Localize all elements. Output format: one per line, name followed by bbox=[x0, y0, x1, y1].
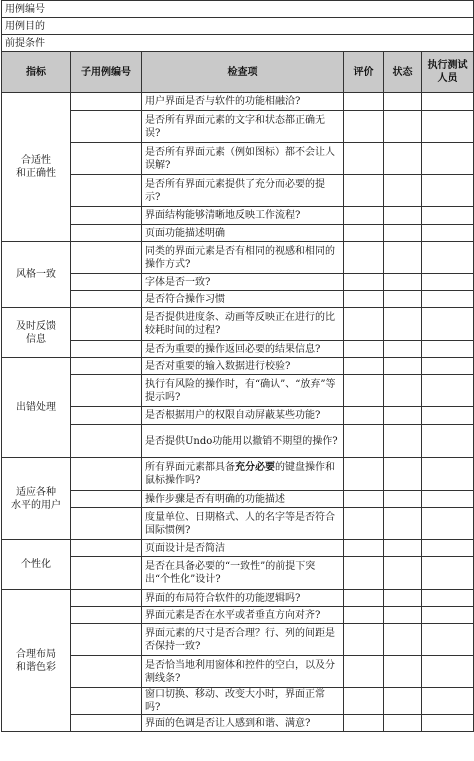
indicator-cell: 合适性 和正确性 bbox=[2, 93, 71, 242]
tester-cell[interactable] bbox=[422, 291, 474, 308]
tester-cell[interactable] bbox=[422, 375, 474, 407]
tester-cell[interactable] bbox=[422, 93, 474, 111]
evaluation-cell[interactable] bbox=[344, 407, 384, 425]
check-item-cell: 度量单位、日期格式、人的名字等是否符合国际惯例? bbox=[142, 508, 344, 540]
tester-cell[interactable] bbox=[422, 242, 474, 274]
tester-cell[interactable] bbox=[422, 491, 474, 508]
evaluation-cell[interactable] bbox=[344, 242, 384, 274]
tester-cell[interactable] bbox=[422, 508, 474, 540]
table-row bbox=[2, 491, 474, 508]
tester-cell[interactable] bbox=[422, 175, 474, 207]
subcase-id-cell[interactable] bbox=[71, 93, 142, 111]
check-item-cell: 界面的布局符合软件的功能逻辑吗? bbox=[142, 590, 344, 607]
subcase-id-cell[interactable] bbox=[71, 508, 142, 540]
indicator-cell: 合理布局 和谐色彩 bbox=[2, 590, 71, 732]
check-item-cell: 是否恰当地利用窗体和控件的空白，以及分割线条? bbox=[142, 656, 344, 688]
status-cell[interactable] bbox=[384, 207, 422, 225]
check-item-cell: 窗口切换、移动、改变大小时，界面正常吗? bbox=[142, 688, 344, 715]
subcase-id-cell[interactable] bbox=[71, 175, 142, 207]
tester-cell[interactable] bbox=[422, 656, 474, 688]
evaluation-cell[interactable] bbox=[344, 540, 384, 557]
status-cell[interactable] bbox=[384, 624, 422, 656]
tester-cell[interactable] bbox=[422, 143, 474, 175]
indicator-cell: 出错处理 bbox=[2, 358, 71, 458]
subcase-id-cell[interactable] bbox=[71, 656, 142, 688]
check-item-text: 所有界面元素都具备 bbox=[145, 462, 235, 473]
status-cell[interactable] bbox=[384, 491, 422, 508]
evaluation-cell[interactable] bbox=[344, 491, 384, 508]
tester-cell[interactable] bbox=[422, 688, 474, 715]
table-row bbox=[2, 175, 474, 207]
tester-cell[interactable] bbox=[422, 111, 474, 143]
subcase-id-cell[interactable] bbox=[71, 540, 142, 557]
evaluation-cell[interactable] bbox=[344, 656, 384, 688]
evaluation-cell[interactable] bbox=[344, 207, 384, 225]
tester-cell[interactable] bbox=[422, 715, 474, 732]
status-cell[interactable] bbox=[384, 111, 422, 143]
header-row bbox=[2, 52, 474, 93]
evaluation-cell[interactable] bbox=[344, 111, 384, 143]
table-row bbox=[2, 375, 474, 407]
subcase-id-cell[interactable] bbox=[71, 111, 142, 143]
tester-cell[interactable] bbox=[422, 308, 474, 341]
check-item-cell: 执行有风险的操作时，有“确认”、“放弃”等提示吗? bbox=[142, 375, 344, 407]
header-indicator: 指标 bbox=[2, 52, 71, 93]
subcase-id-cell[interactable] bbox=[71, 274, 142, 291]
tester-cell[interactable] bbox=[422, 557, 474, 590]
status-cell[interactable] bbox=[384, 590, 422, 607]
status-cell[interactable] bbox=[384, 175, 422, 207]
check-item-cell: 是否提供Undo功能用以撤销不期望的操作? bbox=[142, 425, 344, 458]
evaluation-cell[interactable] bbox=[344, 607, 384, 624]
table-row bbox=[2, 407, 474, 425]
check-item-cell: 字体是否一致? bbox=[142, 274, 344, 291]
table-row bbox=[2, 458, 474, 491]
subcase-id-cell[interactable] bbox=[71, 458, 142, 491]
status-cell[interactable] bbox=[384, 225, 422, 242]
check-item-cell: 操作步骤是否有明确的功能描述 bbox=[142, 491, 344, 508]
table-row bbox=[2, 111, 474, 143]
check-item-cell: 页面设计是否简洁 bbox=[142, 540, 344, 557]
table-row bbox=[2, 242, 474, 274]
table-row bbox=[2, 590, 474, 607]
evaluation-cell[interactable] bbox=[344, 341, 384, 358]
subcase-id-cell[interactable] bbox=[71, 624, 142, 656]
tester-cell[interactable] bbox=[422, 358, 474, 375]
table-row bbox=[2, 308, 474, 341]
evaluation-cell[interactable] bbox=[344, 508, 384, 540]
header-subcase-id: 子用例编号 bbox=[71, 52, 142, 93]
table-row bbox=[2, 291, 474, 308]
check-item-cell bbox=[142, 458, 344, 491]
indicator-cell: 个性化 bbox=[2, 540, 71, 590]
tester-cell[interactable] bbox=[422, 590, 474, 607]
evaluation-cell[interactable] bbox=[344, 143, 384, 175]
indicator-cell: 风格一致 bbox=[2, 242, 71, 308]
table-row bbox=[2, 341, 474, 358]
header-tester: 执行测试人员 bbox=[422, 52, 474, 93]
evaluation-cell[interactable] bbox=[344, 715, 384, 732]
header-evaluation: 评价 bbox=[344, 52, 384, 93]
status-cell[interactable] bbox=[384, 458, 422, 491]
table-row bbox=[2, 425, 474, 458]
evaluation-cell[interactable] bbox=[344, 274, 384, 291]
tester-cell[interactable] bbox=[422, 624, 474, 656]
tester-cell[interactable] bbox=[422, 274, 474, 291]
tester-cell[interactable] bbox=[422, 207, 474, 225]
check-item-cell: 是否为重要的操作返回必要的结果信息? bbox=[142, 341, 344, 358]
subcase-id-cell[interactable] bbox=[71, 308, 142, 341]
table-row bbox=[2, 688, 474, 715]
tester-cell[interactable] bbox=[422, 458, 474, 491]
check-item-cell: 是否所有界面元素（例如图标）都不会让人误解? bbox=[142, 143, 344, 175]
check-item-text: 的键盘操作和鼠标操作吗? bbox=[145, 462, 335, 486]
tester-cell[interactable] bbox=[422, 407, 474, 425]
status-cell[interactable] bbox=[384, 656, 422, 688]
table-row bbox=[2, 656, 474, 688]
precondition-label: 前提条件 bbox=[2, 35, 474, 52]
table-row bbox=[2, 715, 474, 732]
header-status: 状态 bbox=[384, 52, 422, 93]
check-item-cell: 是否符合操作习惯 bbox=[142, 291, 344, 308]
indicator-cell: 适应各种 水平的用户 bbox=[2, 458, 71, 540]
evaluation-cell[interactable] bbox=[344, 291, 384, 308]
status-cell[interactable] bbox=[384, 557, 422, 590]
table-row bbox=[2, 508, 474, 540]
check-item-cell: 是否对重要的输入数据进行校验? bbox=[142, 358, 344, 375]
evaluation-cell[interactable] bbox=[344, 358, 384, 375]
meta-row-precondition bbox=[2, 35, 474, 52]
subcase-id-cell[interactable] bbox=[71, 291, 142, 308]
check-item-emphasis: 充分必要 bbox=[235, 462, 275, 473]
check-item-cell: 是否在具备必要的“一致性”的前提下突出“个性化”设计? bbox=[142, 557, 344, 590]
table-row bbox=[2, 358, 474, 375]
status-cell[interactable] bbox=[384, 715, 422, 732]
indicator-cell: 及时反馈 信息 bbox=[2, 308, 71, 358]
check-item-cell: 页面功能描述明确 bbox=[142, 225, 344, 242]
tester-cell[interactable] bbox=[422, 540, 474, 557]
status-cell[interactable] bbox=[384, 607, 422, 624]
evaluation-cell[interactable] bbox=[344, 225, 384, 242]
check-item-cell: 是否所有界面元素的文字和状态都正确无误? bbox=[142, 111, 344, 143]
table-row bbox=[2, 540, 474, 557]
table-row bbox=[2, 607, 474, 624]
status-cell[interactable] bbox=[384, 143, 422, 175]
subcase-id-cell[interactable] bbox=[71, 143, 142, 175]
subcase-id-cell[interactable] bbox=[71, 557, 142, 590]
tester-cell[interactable] bbox=[422, 225, 474, 242]
check-item-cell: 界面元素的尺寸是否合理？行、列的间距是否保持一致? bbox=[142, 624, 344, 656]
subcase-id-cell[interactable] bbox=[71, 590, 142, 607]
table-row bbox=[2, 207, 474, 225]
subcase-id-cell[interactable] bbox=[71, 207, 142, 225]
table-row bbox=[2, 225, 474, 242]
tester-cell[interactable] bbox=[422, 341, 474, 358]
evaluation-cell[interactable] bbox=[344, 175, 384, 207]
status-cell[interactable] bbox=[384, 341, 422, 358]
table-row bbox=[2, 93, 474, 111]
check-item-cell: 同类的界面元素是否有相同的视感和相同的操作方式? bbox=[142, 242, 344, 274]
header-check-item: 检查项 bbox=[142, 52, 344, 93]
subcase-id-cell[interactable] bbox=[71, 341, 142, 358]
case-id-label: 用例编号 bbox=[2, 1, 474, 18]
table-row bbox=[2, 557, 474, 590]
status-cell[interactable] bbox=[384, 274, 422, 291]
subcase-id-cell[interactable] bbox=[71, 607, 142, 624]
check-item-cell: 是否根据用户的权限自动屏蔽某些功能? bbox=[142, 407, 344, 425]
tester-cell[interactable] bbox=[422, 607, 474, 624]
subcase-id-cell[interactable] bbox=[71, 375, 142, 407]
subcase-id-cell[interactable] bbox=[71, 407, 142, 425]
check-item-cell: 是否提供进度条、动画等反映正在进行的比较耗时间的过程? bbox=[142, 308, 344, 341]
evaluation-cell[interactable] bbox=[344, 688, 384, 715]
status-cell[interactable] bbox=[384, 93, 422, 111]
status-cell[interactable] bbox=[384, 375, 422, 407]
status-cell[interactable] bbox=[384, 242, 422, 274]
test-case-table bbox=[1, 0, 474, 732]
status-cell[interactable] bbox=[384, 308, 422, 341]
subcase-id-cell[interactable] bbox=[71, 358, 142, 375]
table-row bbox=[2, 143, 474, 175]
check-item-cell: 界面元素是否在水平或者垂直方向对齐? bbox=[142, 607, 344, 624]
status-cell[interactable] bbox=[384, 291, 422, 308]
check-item-cell: 是否所有界面元素提供了充分而必要的提示? bbox=[142, 175, 344, 207]
status-cell[interactable] bbox=[384, 407, 422, 425]
subcase-id-cell[interactable] bbox=[71, 425, 142, 458]
status-cell[interactable] bbox=[384, 508, 422, 540]
table-row bbox=[2, 624, 474, 656]
case-purpose-label: 用例目的 bbox=[2, 18, 474, 35]
meta-row-case-purpose bbox=[2, 18, 474, 35]
evaluation-cell[interactable] bbox=[344, 624, 384, 656]
subcase-id-cell[interactable] bbox=[71, 688, 142, 715]
evaluation-cell[interactable] bbox=[344, 425, 384, 458]
status-cell[interactable] bbox=[384, 540, 422, 557]
status-cell[interactable] bbox=[384, 425, 422, 458]
subcase-id-cell[interactable] bbox=[71, 715, 142, 732]
check-item-cell: 用户界面是否与软件的功能相融洽? bbox=[142, 93, 344, 111]
status-cell[interactable] bbox=[384, 688, 422, 715]
check-item-cell: 界面的色调是否让人感到和谐、满意? bbox=[142, 715, 344, 732]
evaluation-cell[interactable] bbox=[344, 308, 384, 341]
evaluation-cell[interactable] bbox=[344, 93, 384, 111]
status-cell[interactable] bbox=[384, 358, 422, 375]
evaluation-cell[interactable] bbox=[344, 557, 384, 590]
meta-row-case-id bbox=[2, 1, 474, 18]
check-item-cell: 界面结构能够清晰地反映工作流程? bbox=[142, 207, 344, 225]
subcase-id-cell[interactable] bbox=[71, 491, 142, 508]
evaluation-cell[interactable] bbox=[344, 375, 384, 407]
evaluation-cell[interactable] bbox=[344, 458, 384, 491]
tester-cell[interactable] bbox=[422, 425, 474, 458]
evaluation-cell[interactable] bbox=[344, 590, 384, 607]
subcase-id-cell[interactable] bbox=[71, 242, 142, 274]
subcase-id-cell[interactable] bbox=[71, 225, 142, 242]
table-row bbox=[2, 274, 474, 291]
